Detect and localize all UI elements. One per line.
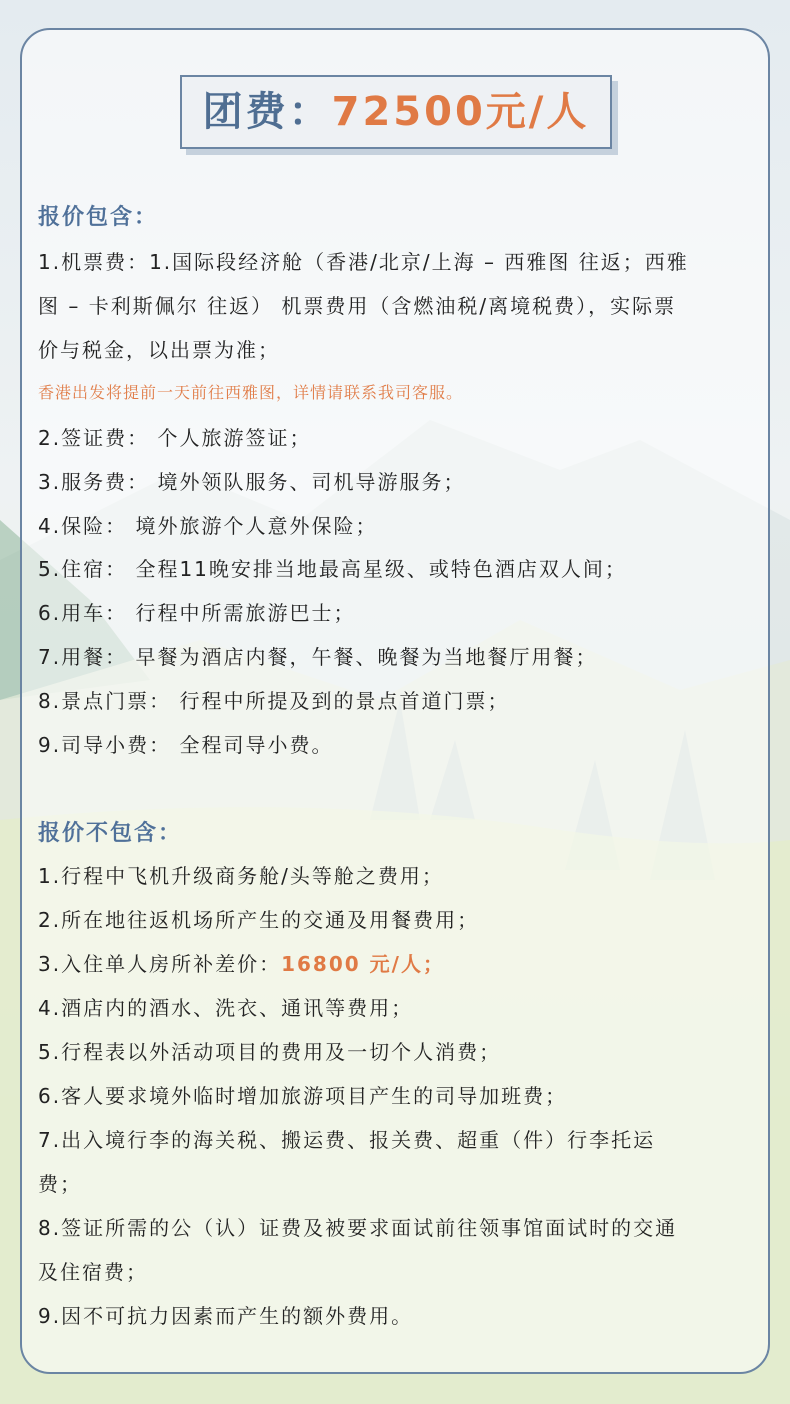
included-item: 3.服务费： 境外领队服务、司机导游服务；	[38, 470, 466, 494]
included-item: 图 – 卡利斯佩尔 往返） 机票费用（含燃油税/离境税费），实际票	[38, 294, 677, 318]
included-item: 1.机票费：1.国际段经济舱（香港/北京/上海 – 西雅图 往返；西雅	[38, 250, 689, 274]
excluded-item: 9.因不可抗力因素而产生的额外费用。	[38, 1304, 414, 1328]
included-section-title: 报价包含：	[38, 205, 159, 230]
included-item: 8.景点门票： 行程中所提及到的景点首道门票；	[38, 689, 510, 713]
excluded-item: 1.行程中飞机升级商务舱/头等舱之费用；	[38, 864, 444, 888]
price-value: 72500元/人	[331, 89, 590, 135]
excluded-item: 2.所在地往返机场所产生的交通及用餐费用；	[38, 908, 480, 932]
excluded-item	[38, 948, 758, 977]
included-item: 4.保险： 境外旅游个人意外保险；	[38, 514, 378, 538]
included-note: 香港出发将提前一天前往西雅图，详情请联系我司客服。	[38, 383, 464, 402]
excluded-item: 费；	[38, 1172, 82, 1196]
excluded-item: 6.客人要求境外临时增加旅游项目产生的司导加班费；	[38, 1084, 568, 1108]
excluded-section-title: 报价不包含：	[38, 821, 183, 846]
included-item: 9.司导小费： 全程司导小费。	[38, 733, 334, 757]
excluded-item: 5.行程表以外活动项目的费用及一切个人消费；	[38, 1040, 502, 1064]
included-item: 2.签证费： 个人旅游签证；	[38, 426, 312, 450]
excluded-item: 及住宿费；	[38, 1260, 148, 1284]
price-title-box	[180, 75, 612, 149]
excluded-item: 7.出入境行李的海关税、搬运费、报关费、超重（件）行李托运	[38, 1128, 656, 1152]
included-item: 5.住宿： 全程11晚安排当地最高星级、或特色酒店双人间；	[38, 557, 627, 581]
included-item: 7.用餐： 早餐为酒店内餐，午餐、晚餐为当地餐厅用餐；	[38, 645, 598, 669]
excluded-item-text: 3.入住单人房所补差价：	[38, 952, 282, 976]
price-label: 团费：	[202, 89, 332, 135]
included-item: 价与税金，以出票为准；	[38, 338, 280, 362]
excluded-item: 8.签证所需的公（认）证费及被要求面试前往领事馆面试时的交通	[38, 1216, 678, 1240]
excluded-item: 4.酒店内的酒水、洗衣、通讯等费用；	[38, 996, 414, 1020]
price-title	[182, 77, 610, 147]
included-item: 6.用车： 行程中所需旅游巴士；	[38, 601, 356, 625]
single-room-supplement: 16800 元/人；	[281, 952, 445, 976]
